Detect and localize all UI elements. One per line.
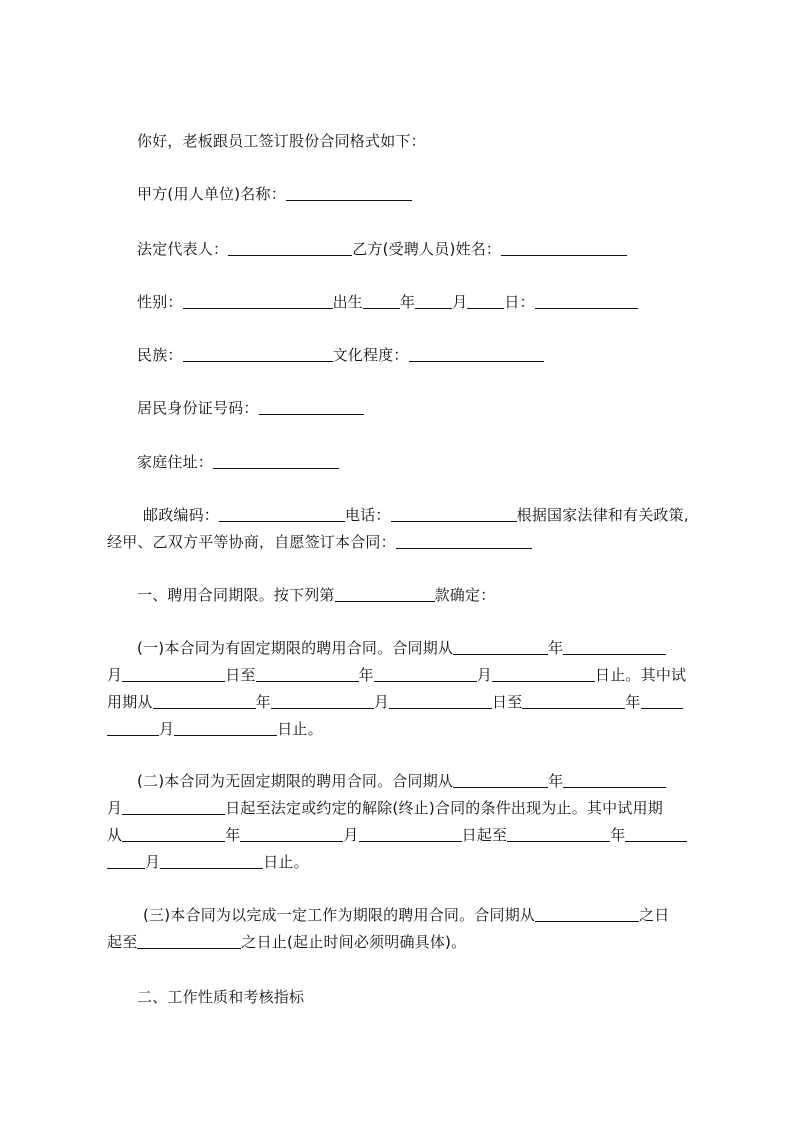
party-a-blank[interactable] [286, 185, 412, 201]
clause-3-start-blank[interactable] [535, 906, 639, 922]
section-1-line [137, 585, 495, 605]
year-label: 年 [255, 693, 271, 711]
year-label: 年 [358, 666, 374, 684]
clause-2-prob-month-blank[interactable] [240, 826, 343, 842]
clause-1-line-4 [107, 719, 323, 739]
clause-3-line-1 [143, 905, 670, 925]
month-label: 月 [452, 293, 468, 311]
year-label: 年 [548, 639, 564, 657]
legal-rep-line [137, 239, 627, 259]
id-blank[interactable] [259, 399, 364, 415]
clause-1-line-1 [137, 638, 666, 658]
clause-2-line-2 [107, 798, 663, 818]
day-end-label: 日止。 [263, 853, 309, 871]
month-label: 月 [373, 693, 390, 711]
clause-2-prob-end-month-blank-b[interactable] [107, 853, 145, 869]
clause-1-day-blank[interactable] [122, 666, 225, 682]
section-1-prefix: 一、聘用合同期限。按下列第 [137, 586, 335, 604]
day-from-to-label: 日起至 [461, 826, 508, 844]
section-1-blank[interactable] [335, 586, 435, 602]
month-label: 月 [107, 799, 123, 817]
education-label: 文化程度： [332, 346, 409, 364]
id-line [137, 398, 364, 418]
address-blank[interactable] [213, 453, 339, 469]
clause-2-intro: (二)本合同为无固定期限的聘用合同。合同期从 [137, 772, 454, 790]
clause-2-prob-end-year-blank[interactable] [507, 826, 610, 842]
clause-2-prob-year-blank[interactable] [122, 826, 225, 842]
clause-2-mid: 日起至法定或约定的解除(终止)合同的条件出现为止。其中试用期 [225, 799, 663, 817]
day-label: 日： [504, 293, 535, 311]
clause-2-line-4 [107, 852, 309, 872]
probation-year-blank[interactable] [153, 693, 256, 709]
party-b-label: 乙方(受聘人员)姓名： [352, 240, 502, 258]
gender-label: 性别： [137, 293, 183, 311]
postcode-label: 邮政编码： [143, 506, 220, 524]
clause-1-year-blank[interactable] [453, 639, 548, 655]
month-label: 月 [145, 853, 161, 871]
clause-1-end-year-blank[interactable] [256, 666, 359, 682]
month-label: 月 [476, 666, 493, 684]
year-label: 年 [400, 293, 416, 311]
clause-2-prob-day-blank[interactable] [359, 826, 462, 842]
clause-1-line-2 [107, 665, 686, 685]
party-b-blank[interactable] [501, 240, 627, 256]
clause-3-end: 之日止(起止时间必须明确具体)。 [241, 933, 467, 951]
month-label: 月 [159, 720, 175, 738]
birth-day-blank[interactable] [467, 293, 504, 309]
birth-year-blank[interactable] [363, 293, 400, 309]
intro-text [137, 131, 426, 151]
gender-birth-line [137, 292, 638, 312]
birth-extra-blank[interactable] [535, 293, 638, 309]
day-to-label: 日至 [225, 666, 256, 684]
intro-label: 你好，老板跟员工签订股份合同格式如下： [137, 132, 426, 150]
phone-label: 电话： [345, 506, 391, 524]
agreement-blank[interactable] [396, 533, 532, 549]
section-2-line [137, 987, 304, 1007]
address-line [137, 452, 339, 472]
probation-day-blank[interactable] [389, 693, 492, 709]
address-label: 家庭住址： [137, 453, 214, 471]
day-end-label: 日止。 [277, 720, 323, 738]
gender-blank[interactable] [183, 293, 333, 309]
legal-rep-label: 法定代表人： [137, 240, 229, 258]
probation-label: 其中试 [640, 666, 687, 684]
postcode-blank[interactable] [219, 506, 345, 522]
legal-rep-blank[interactable] [228, 240, 352, 256]
clause-3-mid: 之日 [639, 906, 670, 924]
probation-end-day-blank[interactable] [174, 720, 277, 736]
agreement-text-2: 经甲、乙双方平等协商，自愿签订本合同： [107, 533, 396, 551]
clause-3-line-2 [107, 932, 466, 952]
probation-end-month-blank-b[interactable] [107, 720, 159, 736]
year-label: 年 [625, 693, 641, 711]
day-to-label: 日至 [492, 693, 523, 711]
clause-2-line-3 [107, 825, 687, 845]
ethnicity-blank[interactable] [183, 346, 333, 362]
section-1-suffix: 款确定： [434, 586, 496, 604]
phone-blank[interactable] [391, 506, 517, 522]
day-end-label: 日止。 [595, 666, 641, 684]
year-label: 年 [548, 772, 564, 790]
probation-period-label: 用期从 [107, 693, 153, 711]
party-a-label: 甲方(用人单位)名称： [137, 185, 286, 203]
from-label: 从 [107, 826, 123, 844]
section-2-title: 二、工作性质和考核指标 [137, 988, 305, 1006]
clause-2-prob-end-month-blank-a[interactable] [625, 826, 687, 842]
clause-3-intro: (三)本合同为以完成一定工作为期限的聘用合同。合同期从 [143, 906, 536, 924]
clause-3-from-label: 起至 [107, 933, 138, 951]
agreement-text-1: 根据国家法律和有关政策, [516, 506, 689, 524]
clause-2-month-blank[interactable] [563, 772, 666, 788]
postcode-line [143, 505, 689, 525]
clause-3-end-blank[interactable] [137, 933, 241, 949]
clause-1-end-day-blank[interactable] [492, 666, 595, 682]
education-blank[interactable] [409, 346, 544, 362]
probation-end-year-blank[interactable] [522, 693, 625, 709]
clause-1-end-month-blank[interactable] [374, 666, 477, 682]
month-label: 月 [343, 826, 359, 844]
party-a-line [137, 184, 412, 204]
probation-month-blank[interactable] [271, 693, 374, 709]
clause-1-intro: (一)本合同为有固定期限的聘用合同。合同期从 [137, 639, 454, 657]
probation-end-month-blank-a[interactable] [641, 693, 683, 709]
clause-1-probation-line [107, 692, 683, 712]
year-label: 年 [610, 826, 626, 844]
month-label: 月 [107, 666, 123, 684]
clause-1-month-blank[interactable] [563, 639, 666, 655]
birth-month-blank[interactable] [415, 293, 452, 309]
year-label: 年 [225, 826, 241, 844]
birth-label: 出生 [332, 293, 364, 311]
clause-2-day-blank[interactable] [122, 799, 225, 815]
id-label: 居民身份证号码： [137, 399, 259, 417]
clause-2-year-blank[interactable] [453, 772, 548, 788]
clause-2-line-1 [137, 771, 666, 791]
agreement-line [107, 532, 532, 552]
clause-2-prob-end-day-blank[interactable] [160, 853, 263, 869]
ethnicity-label: 民族： [137, 346, 183, 364]
ethnicity-line [137, 345, 544, 365]
